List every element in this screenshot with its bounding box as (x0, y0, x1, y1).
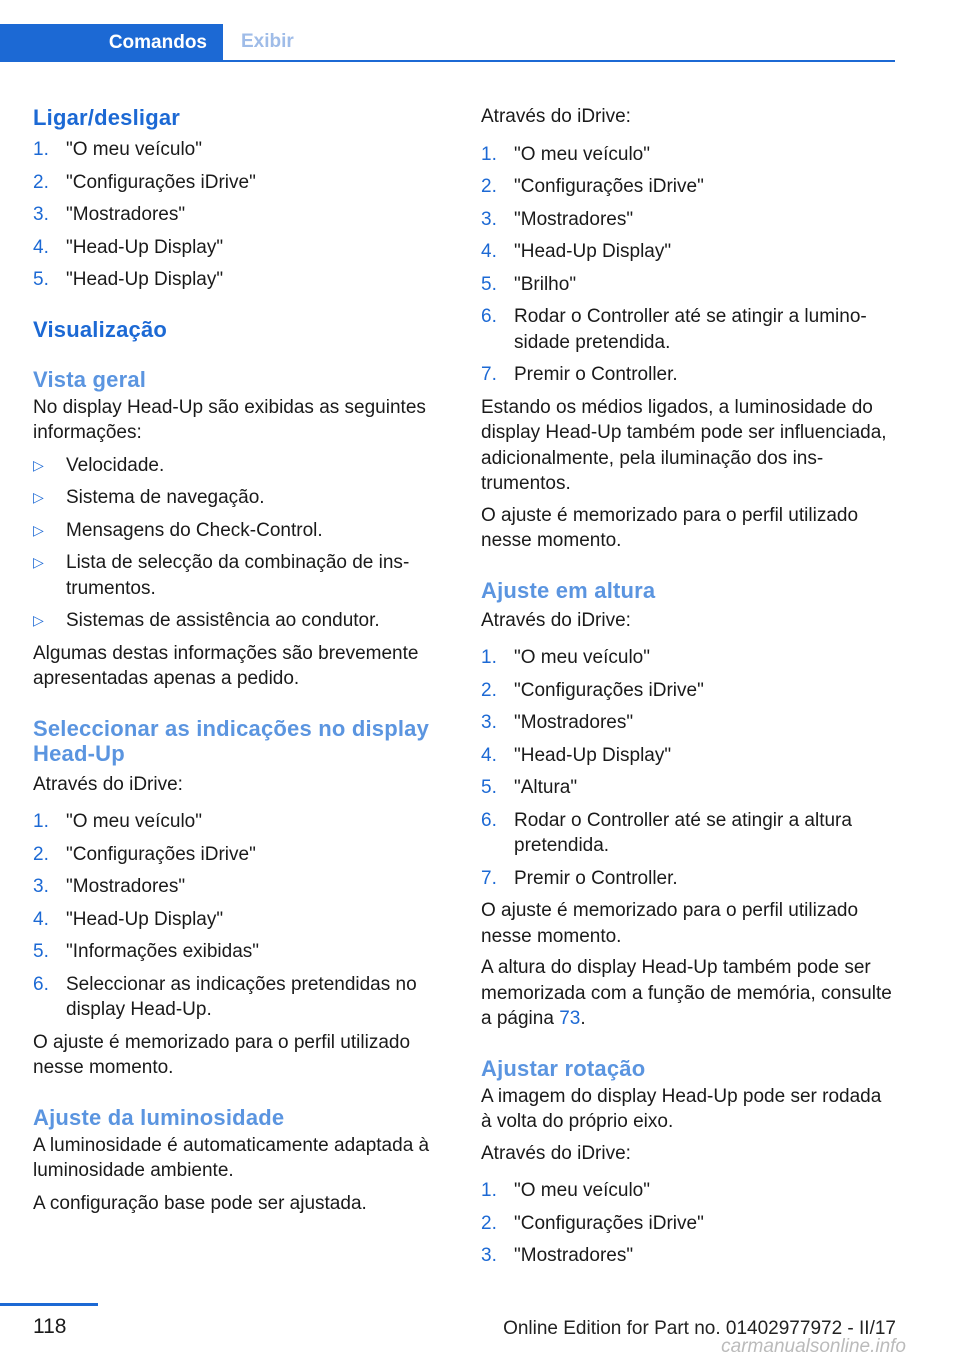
paragraph-brilho-1: Estando os médios ligados, a luminosidade do display Head-Up também pode ser influenciada, adicionalmente, pela iluminação dos instrumentos. (481, 396, 887, 494)
step-number: 3. (481, 208, 497, 230)
item-text: "O meu veículo" (514, 143, 650, 165)
step-number: 3. (481, 712, 497, 733)
header-tabbar (0, 24, 895, 62)
step-number: 3. (33, 876, 49, 897)
paragraph-brilho-2: O ajuste é memorizado para o perfil utilizado nesse momento. (481, 504, 859, 551)
step-number: 4. (481, 241, 497, 262)
paragraph-rotacao-intro: Através do iDrive: (481, 1142, 631, 1164)
heading-vista-geral: Vista geral (33, 366, 147, 392)
step-number: 2. (481, 176, 497, 197)
steps-brilho (481, 142, 896, 388)
step-number: 5. (481, 777, 497, 798)
step-number: 2. (33, 171, 49, 193)
paragraph-seleccionar-outro: O ajuste é memorizado para o perfil utilizado nesse momento. (33, 1031, 411, 1078)
paragraph-luminosidade-2: A configuração base pode ser ajustada. (33, 1192, 367, 1214)
step-item (481, 866, 896, 892)
item-text: "Altura" (514, 777, 578, 798)
bullet-item (33, 550, 449, 601)
item-text: Rodar o Controller até se atingir a altura pretendida. (514, 809, 852, 856)
step-item (481, 1243, 896, 1269)
tab-comandos[interactable]: Comandos (0, 24, 223, 62)
paragraph-altura-2-text: A altura do display Head-Up também pode ser memorizada com a função de memória, consulte a página (481, 957, 892, 1029)
item-text: "Configurações iDrive" (66, 843, 256, 865)
paragraph-vista-geral-outro: Algumas destas informações são brevemente apresentadas apenas a pedido. (33, 642, 419, 689)
item-text: Sistemas de assistência ao condutor. (66, 610, 380, 631)
step-item (33, 907, 449, 933)
step-item (33, 267, 449, 293)
item-text: "Head-Up Display" (66, 269, 224, 290)
heading-seleccionar-indicacoes: Seleccionar as indicações no display Head-Up (33, 715, 430, 766)
item-text: "Mostradores" (66, 876, 186, 897)
item-text: "Configurações iDrive" (514, 176, 704, 197)
footer-rule (0, 1303, 98, 1306)
item-text: "Head-Up Display" (514, 744, 672, 766)
step-number: 2. (481, 1212, 497, 1234)
step-number: 6. (481, 809, 497, 831)
paragraph-brilho-intro: Através do iDrive: (481, 106, 631, 127)
step-item (481, 239, 896, 265)
item-text: Velocidade. (66, 454, 165, 476)
step-number: 1. (481, 647, 497, 668)
step-number: 1. (481, 1180, 497, 1201)
bullet-item (33, 518, 449, 544)
step-item (33, 972, 449, 1023)
step-item (481, 362, 896, 388)
step-item (33, 235, 449, 261)
heading-ajuste-luminosidade: Ajuste da luminosidade (33, 1104, 285, 1130)
item-text: "O meu veículo" (514, 1180, 650, 1201)
item-text: "Mostradores" (514, 208, 634, 230)
left-column (33, 100, 449, 1216)
step-item (33, 202, 449, 228)
item-text: Premir o Controller. (514, 364, 678, 385)
step-number: 4. (481, 744, 497, 766)
paragraph-altura-intro: Através do iDrive: (481, 609, 631, 631)
step-number: 5. (481, 273, 497, 295)
step-item (33, 809, 449, 835)
step-item (481, 743, 896, 769)
item-text: "O meu veículo" (514, 647, 650, 668)
item-text: "Configurações iDrive" (514, 1212, 704, 1234)
step-item (481, 678, 896, 704)
paragraph-altura-2-end: . (580, 1008, 586, 1029)
step-item (481, 808, 896, 859)
header-rule (0, 60, 895, 62)
triangle-bullet-icon: ▷ (33, 612, 44, 628)
step-number: 1. (33, 139, 49, 160)
step-item (33, 842, 449, 868)
step-number: 1. (33, 811, 49, 832)
step-number: 2. (33, 843, 49, 865)
item-text: "O meu veículo" (66, 139, 202, 160)
step-item (33, 874, 449, 900)
item-text: "Brilho" (514, 273, 577, 295)
step-number: 2. (481, 679, 497, 701)
step-number: 6. (33, 973, 49, 995)
steps-seleccionar (33, 809, 449, 1023)
step-number: 1. (481, 143, 497, 165)
item-text: "Head-Up Display" (514, 241, 672, 262)
bullet-item (33, 453, 449, 479)
steps-ligar-desligar (33, 137, 449, 293)
heading-visualizacao: Visualização (33, 316, 168, 342)
paragraph-luminosidade-1: A luminosidade é automaticamente adaptada à luminosidade ambiente. (33, 1134, 430, 1181)
triangle-bullet-icon: ▷ (33, 489, 44, 505)
triangle-bullet-icon: ▷ (33, 456, 44, 473)
item-text: Lista de selecção da combinação de instrumentos. (66, 552, 410, 599)
step-number: 4. (33, 236, 49, 258)
triangle-bullet-icon: ▷ (33, 521, 44, 538)
item-text: "Configurações iDrive" (514, 679, 704, 701)
step-number: 3. (481, 1245, 497, 1266)
step-item (33, 137, 449, 163)
step-number: 3. (33, 204, 49, 225)
triangle-bullet-icon: ▷ (33, 554, 44, 570)
step-item (481, 710, 896, 736)
item-text: "Mostradores" (66, 204, 186, 225)
step-item (481, 174, 896, 200)
step-item (481, 142, 896, 168)
item-text: "Informações exibidas" (66, 941, 260, 962)
step-item (481, 304, 896, 355)
step-item (33, 939, 449, 965)
steps-rotacao (481, 1178, 896, 1269)
steps-altura (481, 645, 896, 891)
item-text: Rodar o Controller até se atingir a luminosidade pretendida. (514, 306, 867, 353)
item-text: "Mostradores" (514, 1245, 634, 1266)
item-text: Premir o Controller. (514, 867, 678, 889)
item-text: "Head-Up Display" (66, 908, 224, 930)
item-text: "Head-Up Display" (66, 236, 224, 258)
item-text: "Mostradores" (514, 712, 634, 733)
step-number: 7. (481, 867, 497, 889)
step-number: 6. (481, 306, 497, 327)
step-number: 4. (33, 908, 49, 930)
item-text: Seleccionar as indicações pretendidas no display Head-Up. (66, 973, 417, 1020)
heading-ajustar-rotacao: Ajustar rotação (481, 1055, 646, 1081)
item-text: "O meu veículo" (66, 811, 202, 832)
item-text: Mensagens do Check-Control. (66, 519, 323, 541)
edition-text: Online Edition for Part no. 01402977972 - II/17 (503, 1318, 896, 1339)
step-item (481, 645, 896, 671)
watermark: carmanualsonline.info (721, 1336, 906, 1357)
step-item (481, 1178, 896, 1204)
paragraph-seleccionar-intro: Através do iDrive: (33, 773, 183, 795)
page-73-link[interactable]: 73 (559, 1008, 581, 1029)
step-item (481, 1211, 896, 1237)
page-number: 118 (33, 1315, 67, 1338)
item-text: "Configurações iDrive" (66, 171, 256, 193)
step-item (481, 207, 896, 233)
paragraph-altura-1: O ajuste é memorizado para o perfil utilizado nesse momento. (481, 900, 859, 947)
paragraph-altura-2 (481, 955, 896, 1032)
step-item (481, 272, 896, 298)
step-item (481, 775, 896, 801)
heading-ajuste-altura: Ajuste em altura (481, 577, 656, 603)
bullets-vista-geral (33, 453, 449, 634)
tab-exibir[interactable]: Exibir (241, 31, 294, 52)
item-text: Sistema de navegação. (66, 487, 265, 508)
step-item (33, 170, 449, 196)
bullet-item (33, 608, 449, 634)
heading-ligar-desligar: Ligar/desligar (33, 105, 181, 130)
paragraph-vista-geral-intro: No display Head-Up são exibidas as seguintes informações: (33, 396, 426, 443)
step-number: 7. (481, 364, 497, 385)
paragraph-rotacao-1: A imagem do display Head-Up pode ser rodada à volta do próprio eixo. (481, 1085, 882, 1132)
right-column (481, 100, 896, 1276)
step-number: 5. (33, 941, 49, 962)
step-number: 5. (33, 269, 49, 290)
bullet-item (33, 485, 449, 511)
